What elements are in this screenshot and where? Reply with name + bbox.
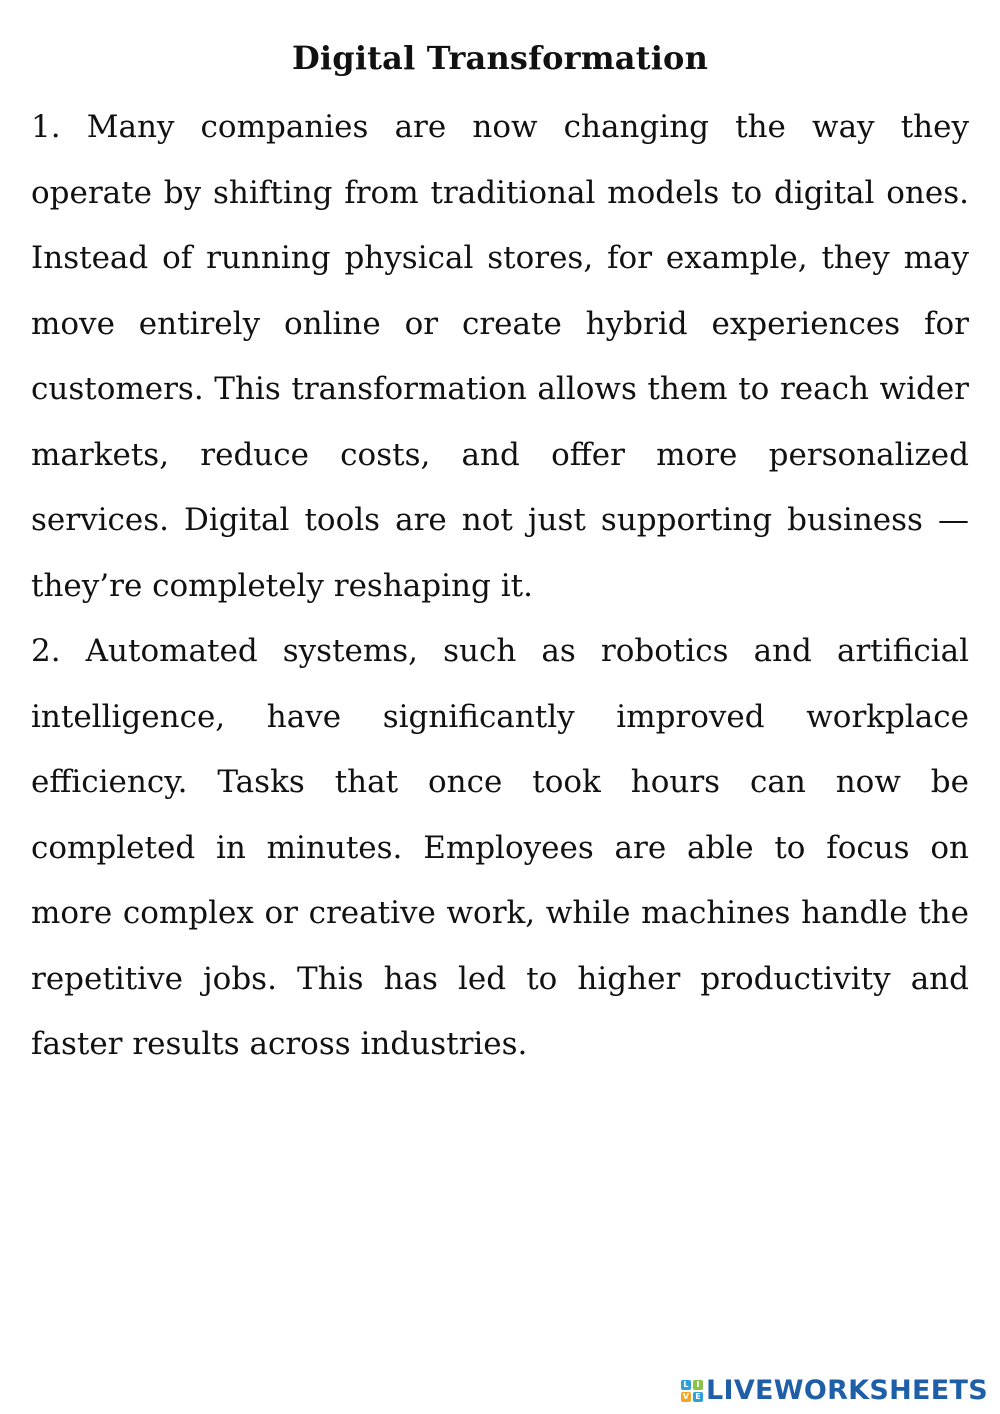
document-title: Digital Transformation (291, 39, 709, 77)
logo-mark-i: I (693, 1380, 703, 1390)
liveworksheets-logo (681, 1377, 988, 1404)
liveworksheets-logo-text: LIVEWORKSHEETS (705, 1375, 988, 1406)
logo-mark-l: L (681, 1380, 691, 1390)
liveworksheets-logo-icon (681, 1380, 703, 1402)
logo-mark-v: V (682, 1391, 690, 1401)
logo-mark-e: E (693, 1392, 703, 1402)
worksheet-page (31, 0, 969, 1078)
paragraph-2: 2. Automated systems, such as robotics and artificial intelligence, have significantly improved workplace efficiency. Tasks that once took hours can now be completed in minutes. Employees are able to focus on more complex or creative work, while machines handle the repetitive jobs. This has led to higher productivity and faster results across industries. (31, 633, 969, 1062)
paragraph-1: 1. Many companies are now changing the way they operate by shifting from traditional models to digital ones. Instead of running physical stores, for example, they may move entirely online or create hybrid experiences for customers. This transformation allows them to reach wider markets, reduce costs, and offer more personalized services. Digital tools are not just supporting business — they’re completely reshaping it. (31, 109, 969, 604)
